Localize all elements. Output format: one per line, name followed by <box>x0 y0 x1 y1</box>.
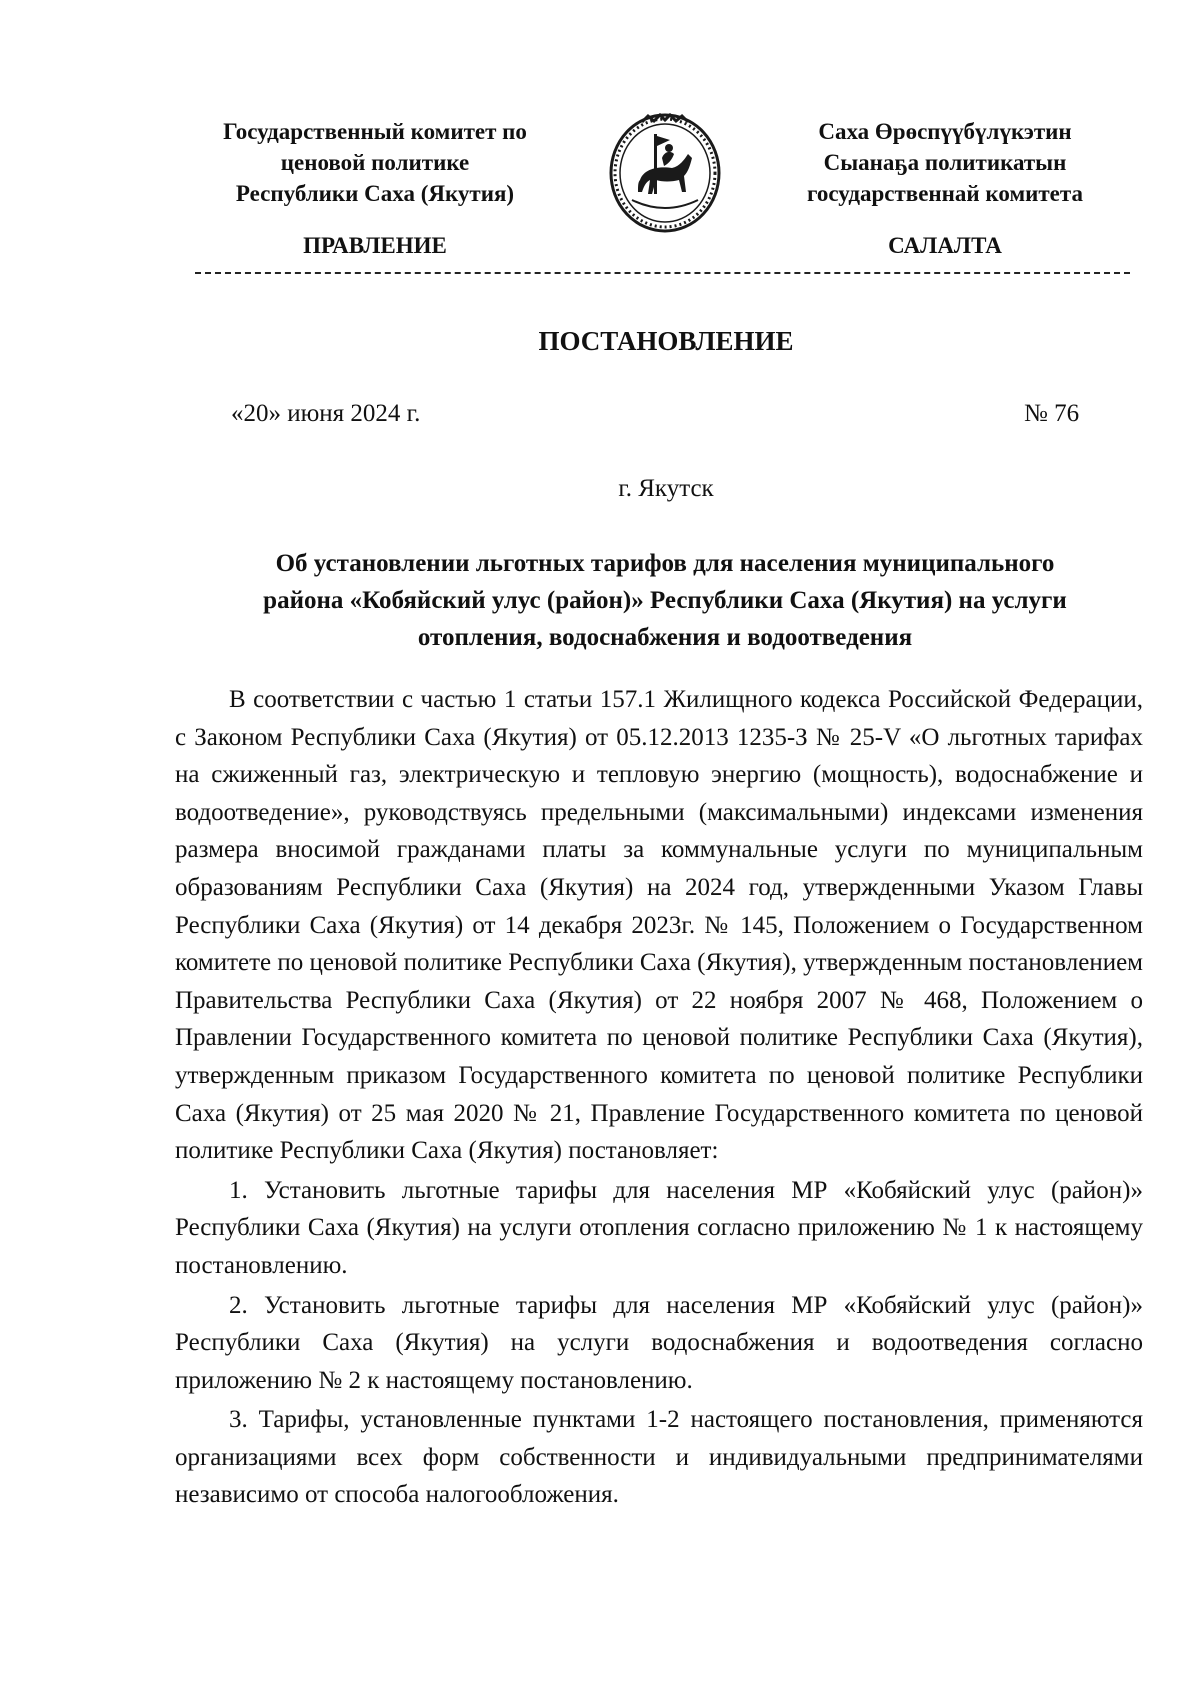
issuer-yakut-line-2: Сыанаҕа политикатын <box>823 150 1067 175</box>
issuer-yakut-line-3: государственнай комитета <box>807 181 1083 206</box>
issuer-yakut-line-1: Саха Өрөспүүбүлүкэтин <box>818 119 1072 144</box>
board-label-russian: ПРАВЛЕНИЕ <box>303 233 447 258</box>
subject-line-1: Об установлении льготных тарифов для населения муниципального <box>275 550 1055 577</box>
clause-1-paragraph: 1. Установить льготные тарифы для населения МР «Кобяйский улус (район)» Республики Саха (Якутия) на услуги отопления согласно приложению № 1 к настоящему постановлению. <box>175 1176 1143 1279</box>
document-type-title: ПОСТАНОВЛЕНИЕ <box>538 326 794 356</box>
document-city: г. Якутск <box>618 475 714 502</box>
document-date: «20» июня 2024 г. <box>231 400 421 427</box>
subject-line-3: отопления, водоснабжения и водоотведения <box>417 624 913 651</box>
clause-3-paragraph: 3. Тарифы, установленные пунктами 1-2 настоящего постановления, применяются организациями всех форм собственности и индивидуальными предпринимателями независимо от способа налогообложения. <box>175 1406 1143 1509</box>
issuer-name-russian <box>175 116 575 209</box>
header-divider <box>195 272 1130 274</box>
document-subject <box>175 545 1155 656</box>
coat-of-arms-seal-icon <box>602 110 728 236</box>
preamble-paragraph: В соответствии с частью 1 статьи 157.1 Жилищного кодекса Российской Федерации, с Законом Республики Саха (Якутия) от 05.12.2013 1235-З № 25-V «О льготных тарифах на сжиженный газ, электрическую и тепловую энергию (мощность), водоснабжение и водоотведение», руководствуясь предельными (максимальными) индексами изменения размера вносимой гражданами платы за коммунальные услуги по муниципальным образованиям Республики Саха (Якутия) на 2024 год, утвержденными Указом Главы Республики Саха (Якутия) от 14 декабря 2023г. № 145, Положением о Государственном комитете по ценовой политике Республики Саха (Якутия), утвержденным постановлением Правительства Республики Саха (Якутия) от 22 ноября 2007 № 468, Положением о Правлении Государственного комитета по ценовой политике Республики Саха (Якутия), утвержденным приказом Государственного комитета по ценовой политике Республики Саха (Якутия) от 25 мая 2020 № 21, Правление Государственного комитета по ценовой политике Республики Саха (Якутия) постановляет: <box>175 686 1144 1165</box>
document-number: № 76 <box>1024 400 1080 427</box>
clause-2-paragraph: 2. Установить льготные тарифы для населения МР «Кобяйский улус (район)» Республики Саха (Якутия) на услуги водоснабжения и водоотведения согласно приложению № 2 к настоящему постановлению. <box>175 1291 1143 1394</box>
issuer-line-3: Республики Саха (Якутия) <box>235 181 515 206</box>
issuer-name-yakut <box>760 116 1130 209</box>
issuer-line-2: ценовой политике <box>280 150 470 175</box>
issuer-line-1: Государственный комитет по <box>223 119 527 144</box>
subject-line-2: района «Кобяйский улус (район)» Республики Саха (Якутия) на услуги <box>263 587 1067 614</box>
board-label-yakut: САЛАЛТА <box>888 233 1002 258</box>
document-body <box>175 681 1143 1514</box>
